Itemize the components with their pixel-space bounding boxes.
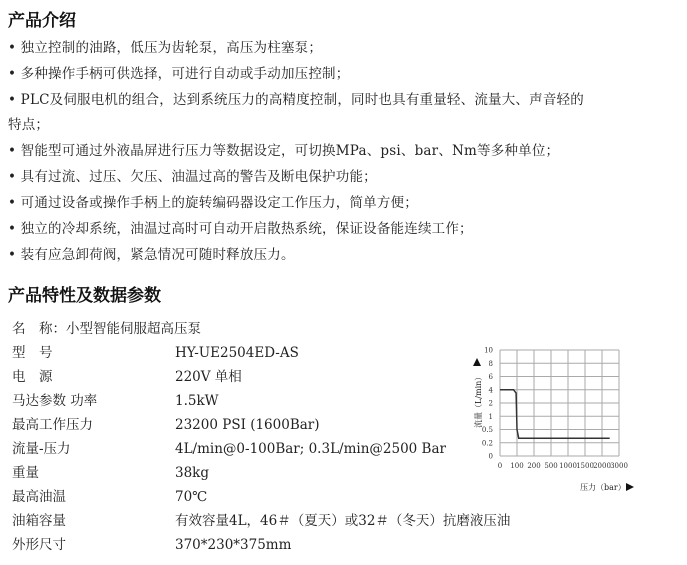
spec-value: 23200 PSI (1600Bar) — [175, 417, 320, 433]
spec-row — [12, 461, 209, 481]
spec-value: 70℃ — [175, 489, 208, 505]
y-axis-arrow-icon — [473, 358, 481, 366]
intro-item: • 独立的冷却系统，油温过高时可自动开启散热系统，保证设备能连续工作； — [8, 221, 473, 237]
spec-name: 名 称：小型智能伺服超高压泵 — [12, 321, 201, 337]
spec-row — [12, 509, 510, 529]
specs-heading: 产品特性及数据参数 — [8, 286, 161, 306]
flow-pressure-chart — [460, 340, 660, 500]
x-tick-label: 100 — [510, 462, 524, 470]
x-axis-arrow-icon — [626, 483, 634, 491]
x-axis-title: 压力（bar） — [580, 483, 626, 492]
spec-value: 1.5kW — [175, 393, 219, 409]
y-tick-label: 0 — [488, 452, 493, 461]
series-line — [500, 390, 610, 439]
y-tick-label: 0.5 — [481, 426, 493, 434]
intro-item: • 具有过流、过压、欠压、油温过高的警告及断电保护功能； — [8, 169, 377, 185]
spec-value: 370*230*375mm — [175, 537, 292, 553]
x-tick-label: 0 — [497, 462, 503, 470]
y-tick-label: 6 — [488, 373, 493, 381]
y-tick-label: 10 — [484, 346, 493, 355]
intro-item: • PLC及伺服电机的组合，达到系统压力的高精度控制，同时也具有重量轻、流量大、声音轻的 — [8, 92, 584, 108]
x-tick-label: 2000 — [593, 462, 611, 470]
spec-row — [12, 437, 446, 457]
y-tick-label: 2 — [488, 399, 493, 408]
y-tick-label: 0.2 — [481, 439, 493, 448]
spec-label: 电 源 — [12, 369, 53, 385]
spec-row — [12, 485, 207, 505]
spec-row — [12, 413, 320, 433]
spec-label: 马达参数 功率 — [12, 393, 98, 409]
spec-label: 流量-压力 — [12, 441, 71, 457]
x-tick-label: 3000 — [610, 462, 628, 470]
spec-label: 外形尺寸 — [12, 537, 66, 553]
spec-label: 最高工作压力 — [12, 417, 93, 433]
spec-row — [12, 365, 242, 385]
x-tick-label: 200 — [527, 462, 541, 470]
x-tick-label: 1000 — [559, 462, 577, 470]
spec-value: 有效容量4L，46＃（夏天）或32＃（冬天）抗磨液压油 — [175, 513, 511, 529]
intro-item: • 多种操作手柄可供选择，可进行自动或手动加压控制； — [8, 66, 350, 82]
x-tick-label: 1500 — [576, 462, 594, 470]
intro-item: 特点； — [8, 117, 50, 133]
y-tick-label: 1 — [488, 412, 493, 421]
spec-value: 4L/min@0-100Bar; 0.3L/min@2500 Bar — [175, 441, 446, 457]
y-tick-label: 8 — [488, 359, 493, 368]
spec-value: 38kg — [175, 465, 210, 481]
y-tick-label: 4 — [488, 386, 493, 395]
intro-item: • 可通过设备或操作手柄上的旋转编码器设定工作压力，简单方便； — [8, 195, 418, 211]
spec-row — [12, 341, 299, 361]
spec-label: 型 号 — [12, 345, 53, 361]
x-tick-label: 500 — [544, 462, 558, 470]
y-axis-title: 流量（L/min） — [474, 372, 483, 428]
spec-label: 最高油温 — [12, 489, 66, 505]
spec-value: HY-UE2504ED-AS — [175, 345, 299, 361]
intro-heading: 产品介绍 — [8, 11, 76, 31]
spec-label: 重量 — [12, 465, 39, 481]
spec-row — [12, 533, 291, 553]
spec-value: 220V 单相 — [175, 369, 242, 385]
intro-item: • 独立控制的油路，低压为齿轮泵，高压为柱塞泵； — [8, 40, 323, 56]
intro-item: • 装有应急卸荷阀，紧急情况可随时释放压力。 — [8, 247, 295, 263]
spec-row — [12, 389, 219, 409]
intro-item: • 智能型可通过外液晶屏进行压力等数据设定，可切换MPa、psi、bar、Nm等多种单位； — [8, 143, 560, 159]
spec-label: 油箱容量 — [12, 513, 66, 529]
